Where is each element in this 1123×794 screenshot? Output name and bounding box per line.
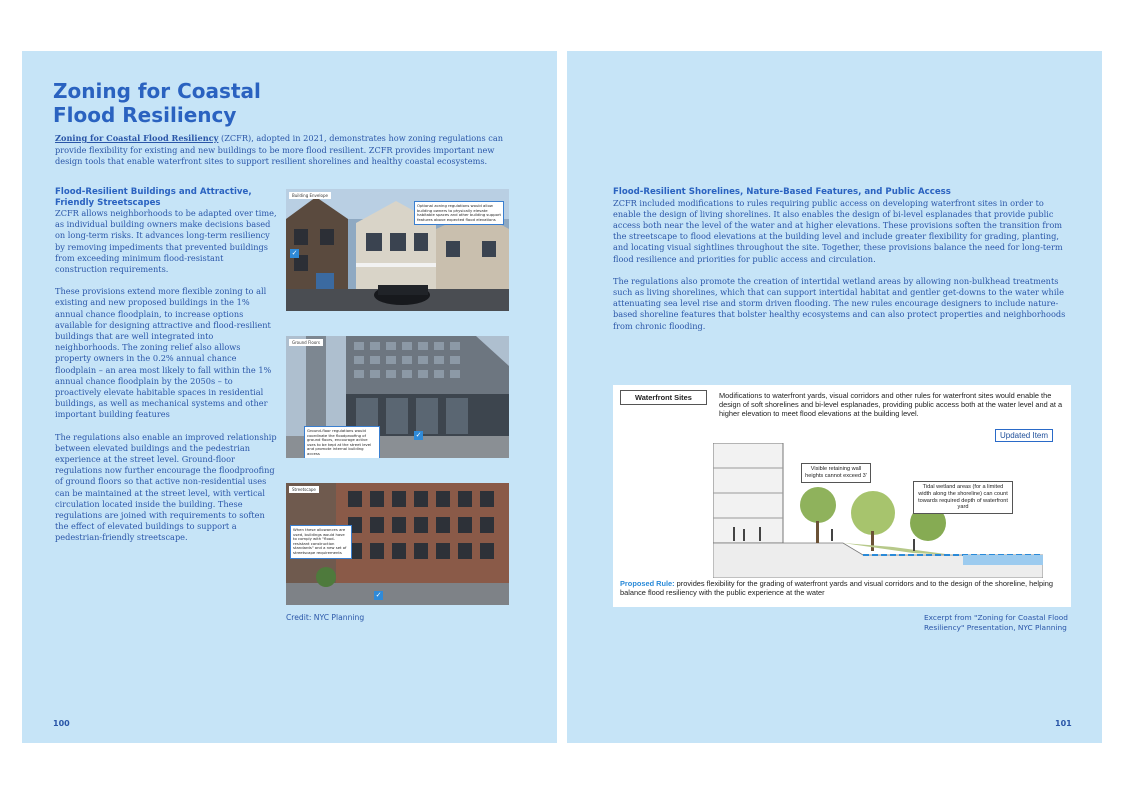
check-icon: ✓ xyxy=(291,249,298,257)
check-icon: ✓ xyxy=(415,431,422,439)
page-title xyxy=(53,79,353,127)
buildings-paragraph-1: ZCFR allows neighborhoods to be adapted over time, as individual building owners make decisions based on long-term risks. It advances long-term resiliency by removing impediments that prevented buildings from exceeding minimum flood-resistant construction requirements. xyxy=(55,208,277,275)
intro-text: (ZCFR), adopted in 2021, demonstrates how zoning regulations can provide flexibility for existing and new buildings to be more flood resilient. ZCFR provides important new design tools that enable waterfront sites to support resilient shorelines and healthy coastal ecosystems. xyxy=(55,133,503,166)
right-page xyxy=(567,51,1102,743)
ground-floors-callout: Ground-floor regulations would coordinate the floodproofing of ground floors, encourage active uses to be kept at the street level and promote internal building access xyxy=(304,426,380,458)
waterfront-sites-figure xyxy=(613,385,1071,607)
check-icon: ✓ xyxy=(375,591,382,599)
left-text-column xyxy=(55,187,277,544)
tidal-wetland-note: Tidal wetland areas (for a limited width along the shoreline) can count towards required depth of waterfront yard xyxy=(913,481,1013,514)
proposed-rule-text xyxy=(620,579,1068,598)
proposed-rule-body: provides flexibility for the grading of waterfront yards and visual corridors and to the design of the shoreline, helping balance flood resiliency with the public experience at the water xyxy=(620,579,1053,598)
zcfr-link[interactable]: Zoning for Coastal Flood Resiliency xyxy=(55,133,219,143)
ground-floors-photo xyxy=(286,336,509,458)
excerpt-credit: Excerpt from "Zoning for Coastal Flood Resiliency" Presentation, NYC Planning xyxy=(924,613,1068,632)
updated-item-badge: Updated Item xyxy=(995,429,1053,442)
buildings-paragraph-2: These provisions extend more flexible zoning to all existing and new proposed buildings in the 1% annual chance floodplain, to increase options available for designing attractive and flood-resilient buildings that are well integrated into neighborhoods. The zoning relief also allows property owners in the 0.2% annual chance floodplain – an area most likely to fall within the 1% annual chance floodplain by the 2050s – to proactively elevate habitable spaces in residential buildings, as well as mechanical systems and other important building features xyxy=(55,286,272,420)
title-line-2: Flood Resiliency xyxy=(53,103,237,127)
photo-credit: Credit: NYC Planning xyxy=(286,613,365,622)
streetscape-callout: When these allowances are used, buildings would have to comply with "flood-resistant construction standards" and a new set of streetscape requirements xyxy=(290,525,352,559)
building-envelope-tag: Building Envelope xyxy=(289,192,331,199)
waterfront-sites-description: Modifications to waterfront yards, visual corridors and other rules for waterfront sites would enable the design of soft shorelines and bi-level esplanades, providing public access both at the water level and at a higher elevation to meet flood elevations at the building level. xyxy=(719,391,1063,419)
proposed-rule-label: Proposed Rule: xyxy=(620,579,675,588)
buildings-paragraph-3: The regulations also enable an improved relationship between elevated buildings and the pedestrian experience at the street level. Ground-floor regulations now further encourage the floodproofing of ground floors so that active non-residential uses can be maintained at the street level, with vertical circulation located inside the building. These regulations are joined with requirements to soften the effect of elevated buildings to support a pedestrian-friendly streetscape. xyxy=(55,431,277,543)
shorelines-paragraph-1: ZCFR included modifications to rules requiring public access on developing waterfront sites in order to enable the design of living shorelines. It also enables the design of bi-level esplanades that provide public access both near the level of the water and at higher elevations. These provisions soften the transition from the streetscape to flood elevations at the building level and include greater flexibility for grading, planting, and locating visual sightlines throughout the site. Together, these provisions balance the need for long-term flood resilience and priorities for public access and circulation. xyxy=(613,197,1063,264)
buildings-section-heading: Flood-Resilient Buildings and Attractive, Friendly Streetscapes xyxy=(55,187,252,208)
page-number-right: 101 xyxy=(1055,719,1072,728)
streetscape-photo xyxy=(286,483,509,605)
waterfront-sites-tag: Waterfront Sites xyxy=(620,390,707,405)
building-envelope-callout: Optional zoning regulations would allow building owners to physically elevate habitable spaces and other building support features above expected flood elevations xyxy=(414,201,504,225)
page-number-left: 100 xyxy=(53,719,70,728)
intro-paragraph xyxy=(55,133,515,168)
building-envelope-photo xyxy=(286,189,509,311)
shorelines-paragraph-2: The regulations also promote the creation of intertidal wetland areas by allowing non-bulkhead treatments such as living shorelines, which that can support intertidal habitat and gentler get-downs to the water while attenuating sea level rise and storm driven flooding. The new rules encourage designers to include nature-based shoreline features that bolster healthy ecosystems and can also protect properties and neighborhoods from chronic flooding. xyxy=(613,275,1066,331)
title-line-1: Zoning for Coastal xyxy=(53,79,261,103)
shorelines-section-heading: Flood-Resilient Shorelines, Nature-Based Features, and Public Access xyxy=(613,187,951,197)
ground-floors-tag: Ground Floors xyxy=(289,339,323,346)
left-page xyxy=(22,51,557,743)
retaining-wall-note: Visible retaining wall heights cannot exceed 3' xyxy=(801,463,871,483)
streetscape-tag: Streetscape xyxy=(289,486,319,493)
right-text-column xyxy=(613,187,1068,332)
